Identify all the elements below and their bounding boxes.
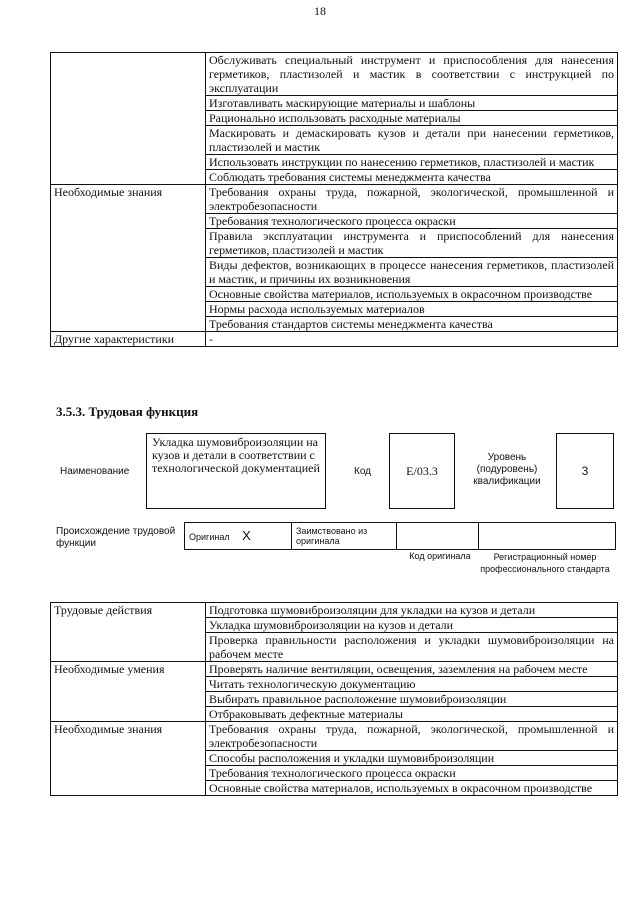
requirement-item: Укладка шумовиброизоляции на кузов и детали <box>206 618 618 633</box>
level-label: Уровень (подуровень) квалификации <box>473 452 541 487</box>
requirement-item: Правила эксплуатации инструмента и приспособлений для нанесения герметиков, пластизолей и мастик <box>206 229 618 258</box>
requirement-item: Читать технологическую документацию <box>206 677 618 692</box>
requirement-item: Виды дефектов, возникающих в процессе нанесения герметиков, пластизолей и мастик, и причины их возникновения <box>206 258 618 287</box>
requirement-item: Изготавливать маскирующие материалы и шаблоны <box>206 96 618 111</box>
table-row <box>51 332 618 347</box>
requirement-item: Основные свойства материалов, используемых в окрасочном производстве <box>206 781 618 796</box>
requirement-item: Нормы расхода используемых материалов <box>206 302 618 317</box>
requirement-item: Требования технологического процесса окраски <box>206 214 618 229</box>
row-group-label <box>51 53 206 185</box>
reg-number-cell <box>479 523 616 550</box>
table-row <box>51 185 618 214</box>
origin-table <box>184 522 616 550</box>
original-cell <box>185 523 292 550</box>
table-row <box>51 53 618 96</box>
requirement-item: Выбирать правильное расположение шумовиброизоляции <box>206 692 618 707</box>
function-name-value: Укладка шумовиброизоляции на кузов и детали в соответствии с технологической документацией <box>146 433 326 509</box>
requirement-item: Требования стандартов системы менеджмента качества <box>206 317 618 332</box>
requirement-item: Способы расположения и укладки шумовиброизоляции <box>206 751 618 766</box>
row-group-label: Необходимые знания <box>51 722 206 796</box>
requirements-table-top <box>50 52 618 347</box>
section-title: 3.5.3. Трудовая функция <box>56 404 199 419</box>
row-group-label: Трудовые действия <box>51 603 206 662</box>
requirement-item: Требования технологического процесса окраски <box>206 766 618 781</box>
requirement-item: Обслуживать специальный инструмент и приспособления для нанесения герметиков, пластизолей и мастик в соответствии с инструкцией по эксплуатации <box>206 53 618 96</box>
row-group-label: Необходимые знания <box>51 185 206 332</box>
requirement-item: Проверка правильности расположения и укладки шумовиброизоляции на рабочем месте <box>206 633 618 662</box>
requirement-item: Требования охраны труда, пожарной, экологической, промышленной и электробезопасности <box>206 722 618 751</box>
requirement-item: Требования охраны труда, пожарной, экологической, промышленной и электробезопасности <box>206 185 618 214</box>
requirement-item: Основные свойства материалов, используемых в окрасочном производстве <box>206 287 618 302</box>
requirements-table-bottom <box>50 602 618 796</box>
code-original-cell <box>397 523 479 550</box>
reg-number-caption: Регистрационный номер профессионального стандарта <box>480 552 610 574</box>
requirement-item: Маскировать и демаскировать кузов и детали при нанесении герметиков, пластизолей и мастик <box>206 126 618 155</box>
original-label: Оригинал <box>189 531 230 542</box>
name-label: Наименование <box>60 466 130 477</box>
origin-label: Происхождение трудовой функции <box>56 526 176 549</box>
requirement-item: Рационально использовать расходные материалы <box>206 111 618 126</box>
requirement-item: Проверять наличие вентиляции, освещения, заземления на рабочем месте <box>206 662 618 677</box>
level-value: 3 <box>556 433 614 509</box>
row-group-label: Необходимые умения <box>51 662 206 722</box>
code-label: Код <box>354 466 372 477</box>
requirement-item: Подготовка шумовиброизоляции для укладки на кузов и детали <box>206 603 618 618</box>
table-row <box>51 722 618 751</box>
borrowed-cell: Заимствовано из оригинала <box>292 523 397 550</box>
original-mark: X <box>242 527 251 543</box>
row-group-label: Другие характеристики <box>51 332 206 347</box>
requirement-item: Соблюдать требования системы менеджмента качества <box>206 170 618 185</box>
requirement-item: Отбраковывать дефектные материалы <box>206 707 618 722</box>
requirement-item: Использовать инструкции по нанесению герметиков, пластизолей и мастик <box>206 155 618 170</box>
function-code-value: E/03.3 <box>389 433 455 509</box>
code-original-caption: Код оригинала <box>409 551 471 561</box>
requirement-item: - <box>206 332 618 347</box>
table-row <box>51 603 618 618</box>
page-number: 18 <box>314 4 326 18</box>
table-row <box>51 662 618 677</box>
